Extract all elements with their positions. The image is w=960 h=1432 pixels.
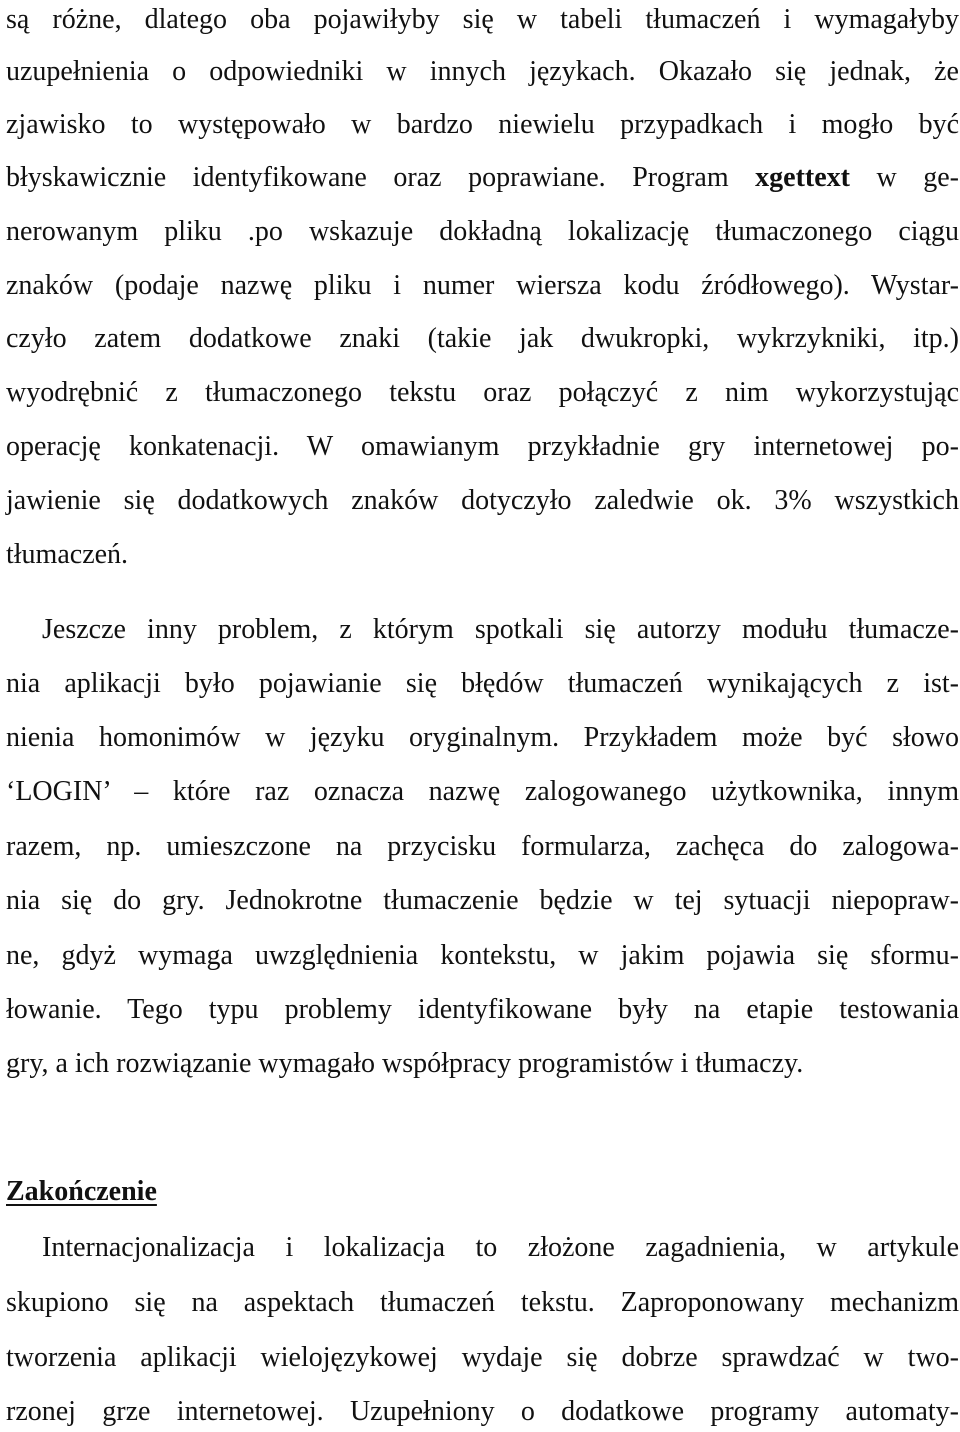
text-span: w ge- [849, 162, 959, 193]
text-line: rzonej grze internetowej. Uzupełniony o dodatkowe programy automaty- [6, 1396, 959, 1427]
text-line: operację konkatenacji. W omawianym przykładnie gry internetowej po- [6, 431, 959, 462]
text-line: nerowanym pliku .po wskazuje dokładną lokalizację tłumaczonego ciągu [6, 216, 959, 247]
text-line: jawienie się dodatkowych znaków dotyczyło zaledwie ok. 3% wszystkich [6, 485, 959, 516]
text-line [6, 158, 959, 198]
text-line: łowanie. Tego typu problemy identyfikowane były na etapie testowania [6, 994, 959, 1025]
text-line: tworzenia aplikacji wielojęzykowej wydaje się dobrze sprawdzać w two- [6, 1342, 959, 1373]
text-line: czyło zatem dodatkowe znaki (takie jak dwukropki, wykrzykniki, itp.) [6, 323, 959, 354]
text-line: znaków (podaje nazwę pliku i numer wiersza kodu źródłowego). Wystar- [6, 270, 959, 301]
section-heading: Zakończenie [6, 1176, 157, 1207]
text-line: Internacjonalizacja i lokalizacja to złożone zagadnienia, w artykule [42, 1232, 959, 1263]
text-line: ne, gdyż wymaga uwzględnienia kontekstu, w jakim pojawia się sformu- [6, 940, 959, 971]
text-line: Jeszcze inny problem, z którym spotkali się autorzy modułu tłumacze- [42, 614, 959, 645]
text-line: uzupełnienia o odpowiedniki w innych językach. Okazało się jednak, że [6, 56, 959, 87]
text-line: zjawisko to występowało w bardzo niewielu przypadkach i mogło być [6, 109, 959, 140]
program-name: xgettext [755, 162, 850, 193]
text-line: ‘LOGIN’ – które raz oznacza nazwę zalogowanego użytkownika, innym [6, 776, 959, 807]
text-line: nia aplikacji było pojawianie się błędów tłumaczeń wynikających z ist- [6, 668, 959, 699]
text-line: gry, a ich rozwiązanie wymagało współpracy programistów i tłumaczy. [6, 1048, 804, 1079]
text-line: są różne, dlatego oba pojawiłyby się w tabeli tłumaczeń i wymagałyby [6, 4, 959, 35]
text-line: razem, np. umieszczone na przycisku formularza, zachęca do zalogowa- [6, 831, 959, 862]
text-line: tłumaczeń. [6, 539, 129, 570]
text-line: wyodrębnić z tłumaczonego tekstu oraz połączyć z nim wykorzystując [6, 377, 959, 408]
text-span: błyskawicznie identyfikowane oraz poprawiane. Program [6, 162, 756, 193]
text-line: nienia homonimów w języku oryginalnym. Przykładem może być słowo [6, 722, 959, 753]
text-line: skupiono się na aspektach tłumaczeń tekstu. Zaproponowany mechanizm [6, 1287, 959, 1318]
text-line: nia się do gry. Jednokrotne tłumaczenie będzie w tej sytuacji niepopraw- [6, 885, 959, 916]
